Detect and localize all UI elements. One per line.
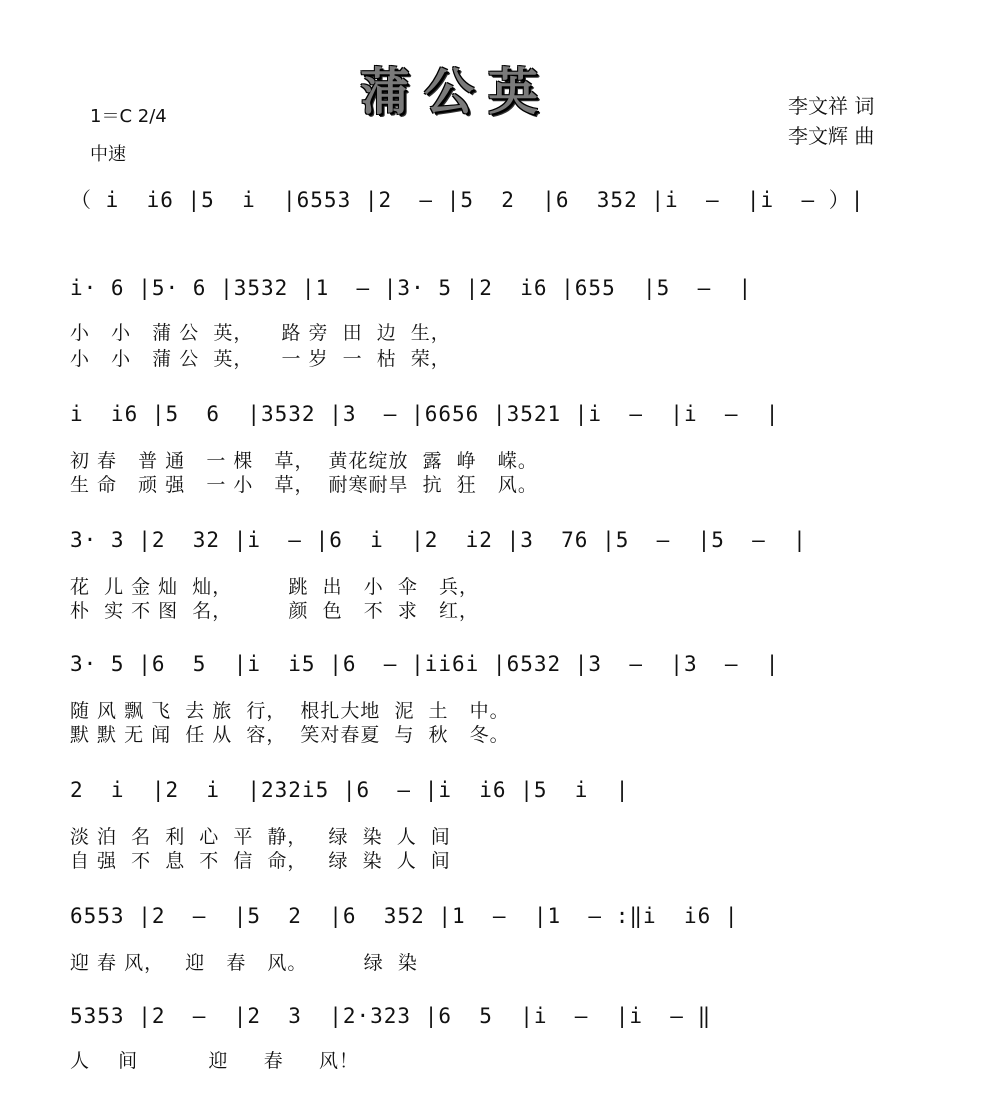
lyric-line-7: 迎 春 风， 迎 春 风。 绿 染 [70, 952, 418, 974]
lyric-line-8: 人 间 迎 春 风！ [70, 1050, 359, 1072]
lyric-line-3-verse-1: 初 春 普 通 一 棵 草， 黄花绽放 露 峥 嵘。 [70, 450, 538, 472]
notation-line-3: i i6 |5 6 |3532 |3 — |6656 |3521 |i — |i — | [70, 402, 780, 426]
lyricist-credit: 李文祥 词 [788, 94, 875, 118]
notation-line-7: 6553 |2 — |5 2 |6 352 |1 — |1 — :‖i i6 | [70, 904, 739, 928]
key-signature: 1＝C 2/4 [90, 106, 167, 127]
lyric-line-3-verse-2: 生 命 顽 强 一 小 草， 耐寒耐旱 抗 狂 风。 [70, 474, 538, 496]
lyric-line-6-verse-2: 自 强 不 息 不 信 命， 绿 染 人 间 [70, 850, 451, 872]
composer-credit: 李文辉 曲 [788, 124, 875, 148]
lyric-line-2-verse-2: 小 小 蒲 公 英， 一 岁 一 枯 荣， [70, 348, 451, 370]
lyric-line-5-verse-2: 默 默 无 闻 任 从 容， 笑对春夏 与 秋 冬。 [70, 724, 510, 746]
notation-line-8: 5353 |2 — |2 3 |2·323 |6 5 |i — |i — ‖ [70, 1004, 712, 1028]
notation-line-4: 3· 3 |2 32 |i — |6 i |2 i2 |3 76 |5 — |5 — | [70, 528, 807, 552]
lyric-line-4-verse-1: 花 儿 金 灿 灿， 跳 出 小 伞 兵， [70, 576, 479, 598]
lyric-line-4-verse-2: 朴 实 不 图 名， 颜 色 不 求 红， [70, 600, 479, 622]
notation-line-6: 2 i |2 i |232i5 |6 — |i i6 |5 i | [70, 778, 630, 802]
tempo-marking: 中速 [90, 144, 126, 165]
notation-line-5: 3· 5 |6 5 |i i5 |6 — |ii6i |6532 |3 — |3 — | [70, 652, 780, 676]
lyric-line-5-verse-1: 随 风 飘 飞 去 旅 行， 根扎大地 泥 土 中。 [70, 700, 510, 722]
song-title: 蒲公英 [360, 63, 552, 121]
notation-line-2: i· 6 |5· 6 |3532 |1 — |3· 5 |2 i6 |655 |5 — | [70, 276, 753, 300]
lyric-line-6-verse-1: 淡 泊 名 利 心 平 静， 绿 染 人 间 [70, 826, 451, 848]
notation-line-1: （ i i6 |5 i |6553 |2 — |5 2 |6 352 |i — |i — ）| [70, 188, 865, 212]
lyric-line-2-verse-1: 小 小 蒲 公 英， 路 旁 田 边 生， [70, 322, 451, 344]
